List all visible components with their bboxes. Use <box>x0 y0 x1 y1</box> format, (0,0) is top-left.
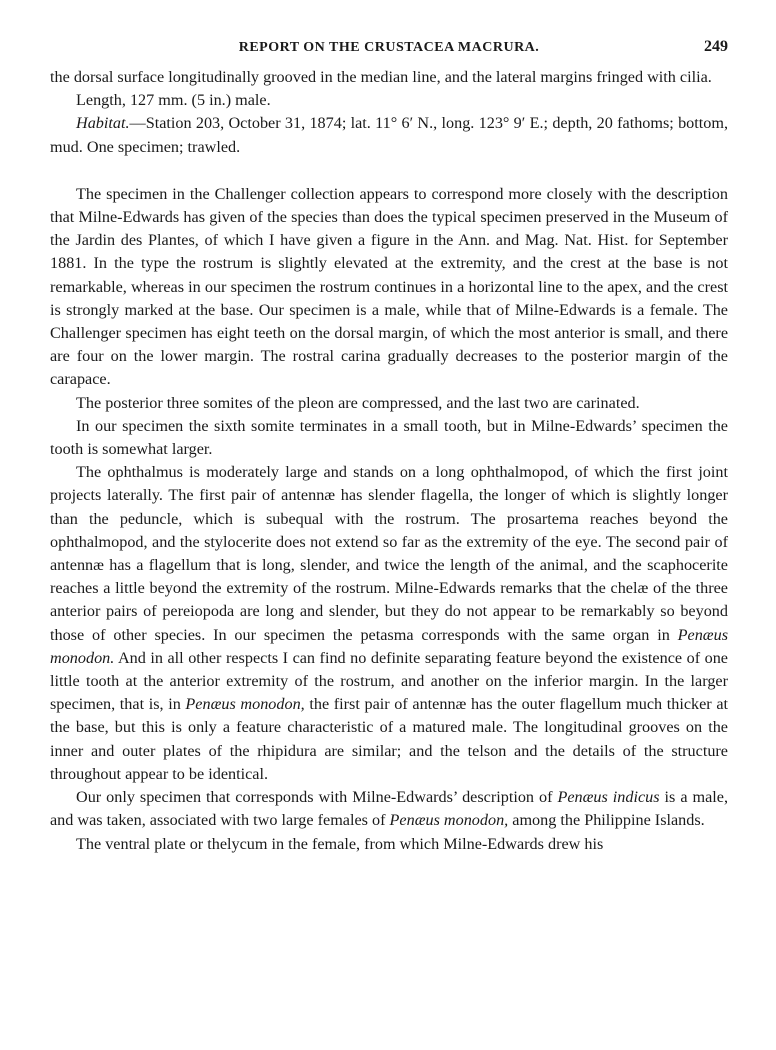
habitat-paragraph <box>50 112 728 158</box>
species-name: Penæus indicus <box>557 788 660 807</box>
text-run: Our only specimen that corresponds with Milne-Edwards’ description of <box>76 788 558 807</box>
paragraph-comparison: The specimen in the Challenger collection appears to correspond more closely with the description that Milne-Edwards has given of the species than does the typical specimen preserved in the Museum of the Jardin des Plantes, of which I have given a figure in the Ann. and Mag. Nat. Hist. for September 1881. In the type the rostrum is slightly elevated at the extremity, and the crest at the base is not remarkable, whereas in our specimen the rostrum continues in a horizontal line to the apex, and the crest is strongly marked at the base. Our specimen is a male, while that of Milne-Edwards is a female. The Challenger specimen has eight teeth on the dorsal margin, of which the most anterior is small, and there are four on the lower margin. The rostral carina gradually decreases to the posterior margin of the carapace. <box>50 184 728 389</box>
section-gap <box>50 159 728 183</box>
paragraph-sixth-somite: In our specimen the sixth somite terminates in a small tooth, but in Milne-Edwards’ specimen the tooth is somewhat larger. <box>50 416 728 459</box>
text-run: is a male, and was taken, associated with two large females of <box>50 788 728 830</box>
habitat-text: —Station 203, October 31, 1874; lat. 11° 6′ N., long. 123° 9′ E.; depth, 20 fathoms; bottom, mud. One specimen; trawled. <box>50 114 728 156</box>
paragraph-pleon: The posterior three somites of the pleon are compressed, and the last two are carinated. <box>76 393 640 412</box>
habitat-label: Habitat. <box>76 114 130 133</box>
page-number: 249 <box>704 38 728 55</box>
paragraph-ophthalmus <box>50 461 728 786</box>
body-text <box>50 66 728 856</box>
species-name: Penæus monodon, <box>389 811 509 830</box>
paragraph-specimen <box>50 786 728 832</box>
length-line: Length, 127 mm. (5 in.) male. <box>76 91 271 110</box>
text-run: the first pair of antennæ has the outer flagellum much thicker at the base, but this is only a feature characteristic of a matured male. The longitudinal grooves on the inner and outer plates of the rhipidura are similar; and the telson and the details of the structure throughout appear to be identical. <box>50 695 728 783</box>
text-run: And in all other respects I can find no definite separating feature beyond the existence of one little tooth at the anterior extremity of the rostrum, and another on the inferior margin. In the larger specimen, that is, in <box>50 648 728 714</box>
species-name: Penæus monodon, <box>185 695 305 714</box>
page-header <box>50 40 728 66</box>
text-run: The ophthalmus is moderately large and stands on a long ophthalmopod, of which the first joint projects laterally. The first pair of antennæ has slender flagella, the longer of which is slightly longer than the peduncle, which is subequal with the rostrum. The prosartema reaches beyond the ophthalmopod, and the stylocerite does not extend so far as the extremity of the eye. The second pair of antennæ has a flagellum that is long, slender, and twice the length of the animal, and the scaphocerite reaches a little beyond the extremity of the rostrum. Milne-Edwards remarks that the chelæ of the three anterior pairs of pereiopoda are long and slender, but they do not appear to be remarkably so beyond those of other species. In our specimen the petasma corresponds with the same organ in <box>50 463 728 644</box>
species-name: Penæus monodon. <box>50 625 728 667</box>
continuation-paragraph: the dorsal surface longitudinally grooved in the median line, and the lateral margins fringed with cilia. <box>50 68 712 86</box>
running-title: REPORT ON THE CRUSTACEA MACRURA. <box>238 40 540 55</box>
paragraph-thelycum: The ventral plate or thelycum in the female, from which Milne-Edwards drew his <box>76 834 604 853</box>
text-run: among the Philippine Islands. <box>508 811 705 830</box>
document-page <box>50 40 728 856</box>
